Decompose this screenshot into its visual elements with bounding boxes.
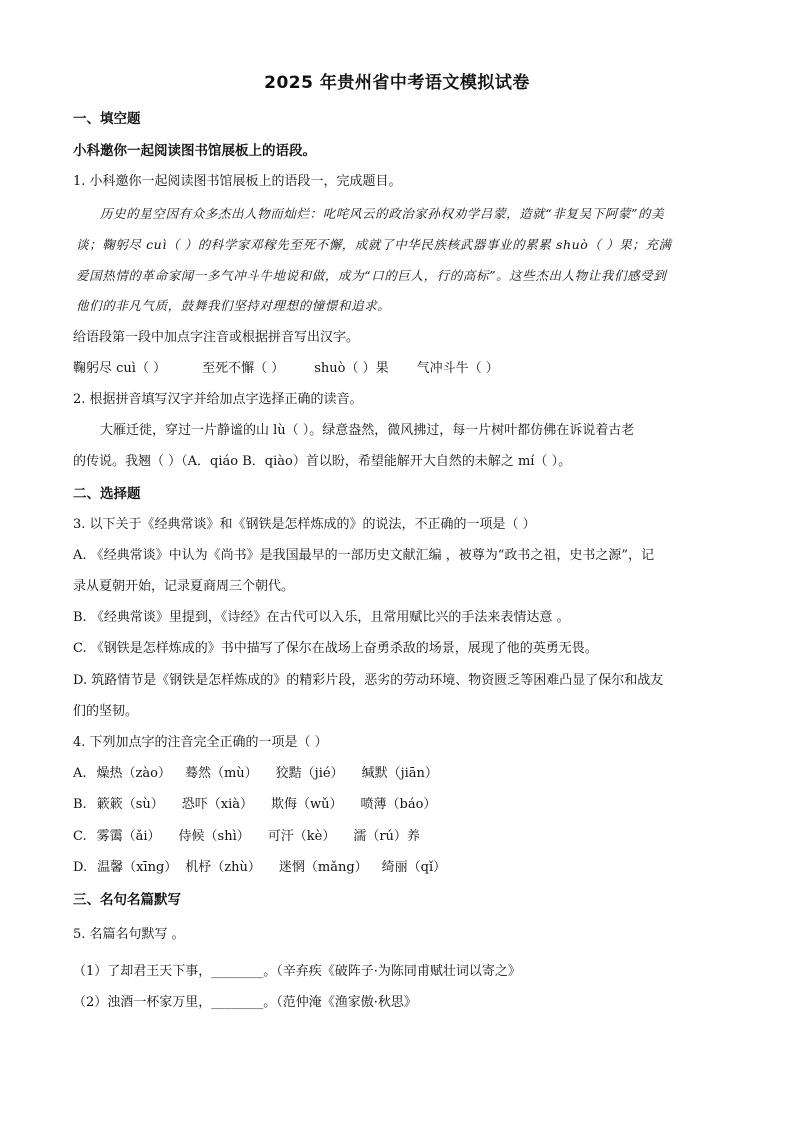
option-item: 机杼（zhù） <box>185 860 261 875</box>
q3-option-d-cont: 们的坚韧。 <box>73 704 139 719</box>
q2-text: 大雁迁徙，穿过一片静谧的山 lù（ ）。绿意盎然，微风拂过，每一片树叶都仿佛在诉说着古老 <box>100 423 635 438</box>
option-letter: B. <box>73 797 87 812</box>
q4-prompt: 4. 下列加点字的注音完全正确的一项是（ ） <box>73 735 328 750</box>
section-heading-fill: 一、填空题 <box>73 111 141 127</box>
reading-intro: 小科邀你一起阅读图书馆展板上的语段。 <box>73 143 316 159</box>
page-title: 2025 年贵州省中考语文模拟试卷 <box>264 73 530 93</box>
option-item: 迷惘（mǎng） <box>278 860 368 875</box>
option-item: 簌簌（sù） <box>96 797 164 812</box>
q1-prompt: 1. 小科邀你一起阅读图书馆展板上的语段一，完成题目。 <box>73 174 402 189</box>
section-heading-recite: 三、名句名篇默写 <box>73 892 181 908</box>
q4-option-b <box>73 796 436 814</box>
option-item: 雾霭（ǎi） <box>96 829 161 844</box>
q5-line: （2）浊酒一杯家万里，________。（范仲淹《渔家傲·秋思》 <box>73 995 417 1010</box>
q2-prompt: 2. 根据拼音填写汉字并给加点字选择正确的读音。 <box>73 392 363 407</box>
option-item: 燥热（zào） <box>96 766 171 781</box>
q3-option-b: B. 《经典常谈》里提到，《诗经》在古代可以入乐，且常用赋比兴的手法来表情达意 。 <box>73 610 570 625</box>
option-item: 濡（rú）养 <box>353 829 420 844</box>
option-item: 欺侮（wǔ） <box>270 797 343 812</box>
passage-line: 爱国热情的革命家闻一多气冲斗牛地说和做，成为“口的巨人，行的高标”。这些杰出人物让我们感受到 <box>76 268 667 283</box>
q1-item: 气冲斗牛（ ） <box>416 361 499 376</box>
q1-item: 至死不懈（ ） <box>202 361 285 376</box>
option-item: 缄默（jiān） <box>361 766 438 781</box>
q3-prompt: 3. 以下关于《经典常谈》和《钢铁是怎样炼成的》的说法，不正确的一项是（ ） <box>73 517 536 532</box>
q1-item: 鞠躬尽 cuì（ ） <box>73 361 167 376</box>
q4-option-c <box>73 828 420 846</box>
passage-line: 历史的星空因有众多杰出人物而灿烂：叱咤风云的政治家孙权劝学吕蒙，造就“非复吴下阿蒙”的美 <box>100 206 665 221</box>
option-item: 恐吓（xià） <box>181 797 253 812</box>
passage-line: 他们的非凡气质，鼓舞我们坚持对理想的憧憬和追求。 <box>76 298 391 313</box>
q5-prompt: 5. 名篇名句默写 。 <box>73 927 185 942</box>
option-item: 温馨（xīng） <box>97 860 178 875</box>
option-letter: C. <box>73 829 87 844</box>
q3-option-c: C. 《钢铁是怎样炼成的》书中描写了保尔在战场上奋勇杀敌的场景，展现了他的英勇无畏。 <box>73 641 598 656</box>
q1-item: shuò（ ）果 <box>314 361 389 376</box>
q5-line: （1）了却君王天下事，________。（辛弃疾《破阵子·为陈同甫赋壮词以寄之》 <box>73 964 521 979</box>
passage-line: 谈；鞠躬尽 cuì（ ）的科学家邓稼先至死不懈，成就了中华民族核武器事业的累累 shuò（ ）果；充满 <box>76 237 672 252</box>
section-heading-choice: 二、选择题 <box>73 486 141 502</box>
option-item: 绮丽（qǐ） <box>381 860 447 875</box>
option-item: 喷薄（báo） <box>360 797 437 812</box>
option-letter: D. <box>73 860 88 875</box>
q1-task: 给语段第一段中加点字注音或根据拼音写出汉字。 <box>73 330 360 345</box>
option-item: 狡黠（jié） <box>275 766 344 781</box>
option-letter: A. <box>73 766 87 781</box>
q4-option-d <box>73 859 446 877</box>
option-item: 蓦然（mù） <box>184 766 258 781</box>
q1-items <box>73 360 499 378</box>
q3-option-d: D. 筑路情节是《钢铁是怎样炼成的》的精彩片段，恶劣的劳动环境、物资匮乏等困难凸显了保尔和战友 <box>73 673 664 688</box>
q2-text: 的传说。我翘（ ）（A．qiáo B．qiào）首以盼，希望能解开大自然的未解之 mí（ ）。 <box>73 454 572 469</box>
option-item: 可汗（kè） <box>267 829 336 844</box>
q4-option-a <box>73 765 438 783</box>
q3-option-a: A. 《经典常谈》中认为《尚书》是我国最早的一部历史文献汇编 ，被尊为“政书之祖，史书之源”，记 <box>73 548 655 563</box>
q3-option-a-cont: 录从夏朝开始，记录夏商周三个朝代。 <box>73 579 295 594</box>
option-item: 侍候（shì） <box>178 829 250 844</box>
